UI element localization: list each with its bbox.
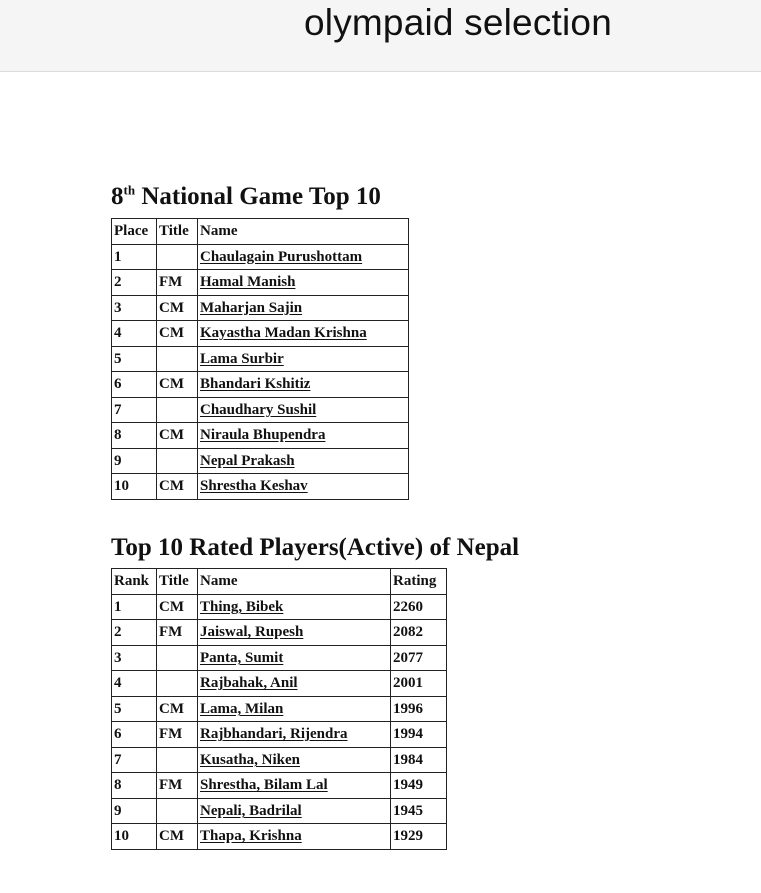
player-name-text: Thing, Bibek <box>200 598 284 615</box>
player-name-text: Nepali, Badrilal <box>200 802 302 819</box>
rating-cell: 1949 <box>391 773 447 799</box>
top-bar <box>0 0 761 72</box>
rating-cell: 1929 <box>391 824 447 850</box>
name-cell <box>198 346 409 372</box>
title-cell <box>157 346 198 372</box>
place-cell: 7 <box>112 397 157 423</box>
column-header-title: Title <box>157 569 198 595</box>
title-cell: CM <box>157 423 198 449</box>
page-title: olympaid selection <box>304 2 612 43</box>
name-cell <box>198 244 409 270</box>
column-header-title: Title <box>157 219 198 245</box>
title-ordinal: th <box>123 182 136 198</box>
player-name-text: Shrestha, Bilam Lal <box>200 777 328 794</box>
title-text: National Game Top 10 <box>135 183 381 210</box>
table-row <box>112 321 409 347</box>
rank-cell: 1 <box>112 594 157 620</box>
name-cell <box>198 645 391 671</box>
rank-cell: 5 <box>112 696 157 722</box>
player-name-text: Bhandari Kshitiz <box>200 376 311 393</box>
column-header-name: Name <box>198 569 391 595</box>
rating-cell: 2260 <box>391 594 447 620</box>
title-cell <box>157 671 198 697</box>
place-cell: 3 <box>112 295 157 321</box>
column-header-name: Name <box>198 219 409 245</box>
rating-cell: 2001 <box>391 671 447 697</box>
rating-cell: 1984 <box>391 747 447 773</box>
table-row <box>112 423 409 449</box>
national-game-table <box>111 218 409 500</box>
table-row <box>112 645 447 671</box>
place-cell: 10 <box>112 474 157 500</box>
title-cell: FM <box>157 722 198 748</box>
rating-cell: 1996 <box>391 696 447 722</box>
table-row <box>112 346 409 372</box>
rank-cell: 7 <box>112 747 157 773</box>
player-name-text: Hamal Manish <box>200 274 296 291</box>
place-cell: 1 <box>112 244 157 270</box>
place-cell: 9 <box>112 448 157 474</box>
name-cell <box>198 423 409 449</box>
rating-cell: 1945 <box>391 798 447 824</box>
table-row <box>112 671 447 697</box>
name-cell <box>198 671 391 697</box>
title-cell <box>157 645 198 671</box>
name-cell <box>198 594 391 620</box>
name-cell <box>198 696 391 722</box>
player-name-text: Rajbahak, Anil <box>200 675 298 692</box>
title-cell: CM <box>157 594 198 620</box>
column-header-rating: Rating <box>391 569 447 595</box>
name-cell <box>198 270 409 296</box>
name-cell <box>198 397 409 423</box>
table-row <box>112 474 409 500</box>
table-header-row <box>112 569 447 595</box>
title-cell: FM <box>157 620 198 646</box>
title-cell <box>157 798 198 824</box>
table-row <box>112 824 447 850</box>
table-row <box>112 594 447 620</box>
table-row <box>112 722 447 748</box>
rank-cell: 9 <box>112 798 157 824</box>
rank-cell: 10 <box>112 824 157 850</box>
place-cell: 5 <box>112 346 157 372</box>
title-cell: CM <box>157 321 198 347</box>
player-name-text: Nepal Prakash <box>200 452 295 469</box>
table-header-row <box>112 219 409 245</box>
rating-cell: 2077 <box>391 645 447 671</box>
title-cell <box>157 244 198 270</box>
table-row <box>112 696 447 722</box>
name-cell <box>198 321 409 347</box>
title-cell: CM <box>157 474 198 500</box>
name-cell <box>198 747 391 773</box>
table-row <box>112 372 409 398</box>
rank-cell: 3 <box>112 645 157 671</box>
title-cell: CM <box>157 372 198 398</box>
title-cell <box>157 448 198 474</box>
table-row <box>112 295 409 321</box>
title-cell: CM <box>157 295 198 321</box>
place-cell: 6 <box>112 372 157 398</box>
name-cell <box>198 474 409 500</box>
player-name-text: Niraula Bhupendra <box>200 427 326 444</box>
name-cell <box>198 824 391 850</box>
title-cell <box>157 747 198 773</box>
rating-cell: 1994 <box>391 722 447 748</box>
column-header-place: Place <box>112 219 157 245</box>
player-name-text: Shrestha Keshav <box>200 478 308 495</box>
table-row <box>112 270 409 296</box>
rank-cell: 6 <box>112 722 157 748</box>
player-name-text: Chaudhary Sushil <box>200 401 317 418</box>
national-game-title <box>111 183 381 211</box>
title-cell <box>157 397 198 423</box>
player-name-text: Rajbhandari, Rijendra <box>200 726 348 743</box>
name-cell <box>198 722 391 748</box>
column-header-rank: Rank <box>112 569 157 595</box>
rating-cell: 2082 <box>391 620 447 646</box>
rank-cell: 2 <box>112 620 157 646</box>
name-cell <box>198 372 409 398</box>
table-row <box>112 244 409 270</box>
rated-players-table <box>111 568 447 850</box>
name-cell <box>198 798 391 824</box>
place-cell: 8 <box>112 423 157 449</box>
title-cell: CM <box>157 696 198 722</box>
player-name-text: Thapa, Krishna <box>200 828 302 845</box>
table-row <box>112 397 409 423</box>
title-number: 8 <box>111 183 124 210</box>
place-cell: 2 <box>112 270 157 296</box>
player-name-text: Jaiswal, Rupesh <box>200 624 304 641</box>
table-row <box>112 747 447 773</box>
rank-cell: 8 <box>112 773 157 799</box>
table-row <box>112 798 447 824</box>
player-name-text: Kusatha, Niken <box>200 751 301 768</box>
table-row <box>112 448 409 474</box>
name-cell <box>198 448 409 474</box>
title-cell: FM <box>157 270 198 296</box>
player-name-text: Kayastha Madan Krishna <box>200 325 367 342</box>
player-name-text: Lama Surbir <box>200 350 284 367</box>
table-row <box>112 620 447 646</box>
name-cell <box>198 620 391 646</box>
rated-players-title: Top 10 Rated Players(Active) of Nepal <box>111 534 520 561</box>
player-name-text: Lama, Milan <box>200 700 284 717</box>
player-name-text: Maharjan Sajin <box>200 299 303 316</box>
rank-cell: 4 <box>112 671 157 697</box>
name-cell <box>198 773 391 799</box>
name-cell <box>198 295 409 321</box>
player-name-text: Chaulagain Purushottam <box>200 248 363 265</box>
title-cell: FM <box>157 773 198 799</box>
place-cell: 4 <box>112 321 157 347</box>
table-row <box>112 773 447 799</box>
player-name-text: Panta, Sumit <box>200 649 284 666</box>
title-cell: CM <box>157 824 198 850</box>
